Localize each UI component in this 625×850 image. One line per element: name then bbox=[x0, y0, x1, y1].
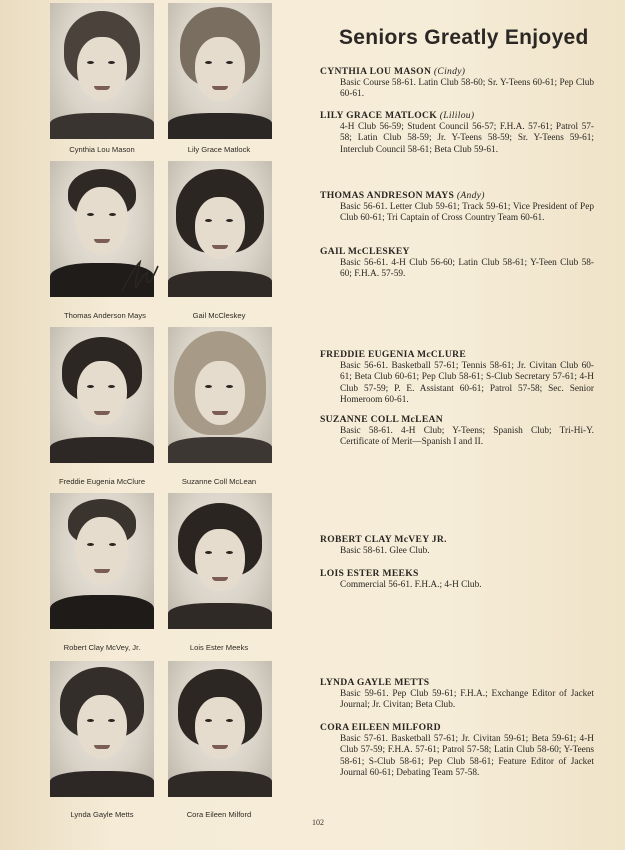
senior-entry bbox=[320, 677, 594, 712]
senior-name: FREDDIE EUGENIA McCLURE bbox=[320, 349, 467, 360]
senior-name: THOMAS ANDRESON MAYS bbox=[320, 190, 455, 201]
senior-name: LOIS ESTER MEEKS bbox=[320, 568, 419, 579]
portrait-photo bbox=[50, 3, 154, 139]
senior-entry bbox=[320, 190, 594, 225]
senior-entry bbox=[320, 66, 594, 101]
portrait-caption: Lily Grace Matlock bbox=[187, 145, 251, 154]
senior-name: SUZANNE COLL McLEAN bbox=[320, 414, 443, 425]
senior-entry bbox=[320, 568, 594, 591]
page-title: Seniors Greatly Enjoyed bbox=[339, 26, 589, 49]
portrait-caption: Cynthia Lou Mason bbox=[69, 145, 135, 154]
senior-name: ROBERT CLAY McVEY JR. bbox=[320, 534, 447, 545]
portrait-photo bbox=[50, 661, 154, 797]
senior-nickname: (Cindy) bbox=[433, 66, 466, 77]
senior-activities: Basic 56-61. 4-H Club 56-60; Latin Club 58-61; Y-Teen Club 58-60; F.H.A. 57-59. bbox=[340, 258, 594, 280]
portrait-caption: Cora Eileen Milford bbox=[186, 810, 252, 819]
senior-entry bbox=[320, 534, 594, 557]
senior-name: GAIL McCLESKEY bbox=[320, 246, 410, 257]
senior-activities: Basic Course 58-61. Latin Club 58-60; Sr. Y-Teens 60-61; Pep Club 60-61. bbox=[340, 78, 594, 100]
senior-name: CORA EILEEN MILFORD bbox=[320, 722, 441, 733]
portrait-photo bbox=[168, 161, 272, 297]
portrait-photo bbox=[50, 493, 154, 629]
portrait-photo bbox=[168, 661, 272, 797]
portrait-photo bbox=[168, 327, 272, 463]
senior-activities: Basic 56-61. Letter Club 59-61; Track 59-61; Vice President of Pep Club 60-61; Tri Captain of Cross Country Team 60-61. bbox=[340, 202, 594, 224]
portrait-caption: Robert Clay McVey, Jr. bbox=[63, 643, 141, 652]
portrait-caption: Gail McCleskey bbox=[192, 311, 246, 320]
senior-activities: Basic 58-61. Glee Club. bbox=[340, 546, 430, 556]
portrait-photo bbox=[168, 3, 272, 139]
portrait-caption: Thomas Anderson Mays bbox=[64, 311, 146, 320]
senior-entry bbox=[320, 414, 594, 449]
senior-activities: Basic 58-61. 4-H Club; Y-Teens; Spanish Club; Tri-Hi-Y. Certificate of Merit—Spanish I and II. bbox=[340, 426, 594, 448]
page-number: 102 bbox=[312, 818, 324, 827]
senior-nickname: (Andy) bbox=[456, 190, 485, 201]
senior-name: LILY GRACE MATLOCK bbox=[320, 110, 437, 121]
senior-activities: Basic 59-61. Pep Club 59-61; F.H.A.; Exchange Editor of Jacket Journal; Jr. Civitan; Beta Club. bbox=[340, 689, 594, 711]
portrait-caption: Suzanne Coll McLean bbox=[181, 477, 257, 486]
senior-nickname: (Lililou) bbox=[439, 110, 475, 121]
portrait-caption: Freddie Eugenia McClure bbox=[58, 477, 146, 486]
portrait-photo bbox=[50, 327, 154, 463]
portrait-caption: Lois Ester Meeks bbox=[189, 643, 249, 652]
senior-name: CYNTHIA LOU MASON bbox=[320, 66, 432, 77]
senior-name: LYNDA GAYLE METTS bbox=[320, 677, 430, 688]
senior-entry bbox=[320, 246, 594, 281]
portrait-caption: Lynda Gayle Metts bbox=[70, 810, 134, 819]
senior-activities: Basic 57-61. Basketball 57-61; Jr. Civitan 59-61; Beta 59-61; 4-H Club 57-59; F.H.A. 57-61; Patrol 57-58; Latin Club 58-60; Y-Teens 58-61; S-Club 58-61; Pep Club 58-61; Feature Editor of Jacket Journal 60-61; Debating Team 57-58. bbox=[340, 734, 594, 779]
senior-entry bbox=[320, 349, 594, 407]
senior-activities: Basic 56-61. Basketball 57-61; Tennis 58-61; Jr. Civitan Club 60-61; Beta Club 60-61; Pep Club 58-61; S-Club Secretary 57-61; 4-H Club 57-59; P. E. Assistant 60-61; Patrol 57-58; Sec. Senior Homeroom 60-61. bbox=[340, 361, 594, 406]
portrait-photo bbox=[168, 493, 272, 629]
senior-entry bbox=[320, 110, 594, 156]
senior-entry bbox=[320, 722, 594, 780]
senior-activities: 4-H Club 56-59; Student Council 56-57; F.H.A. 57-61; Patrol 57-58; Latin Club 58-59; Jr. Y-Teens 58-59; Sr. Y-Teens 59-61; Interclub Council 58-61; Beta Club 59-61. bbox=[340, 122, 594, 155]
signature-mark bbox=[118, 258, 162, 298]
senior-activities: Commercial 56-61. F.H.A.; 4-H Club. bbox=[340, 580, 482, 590]
